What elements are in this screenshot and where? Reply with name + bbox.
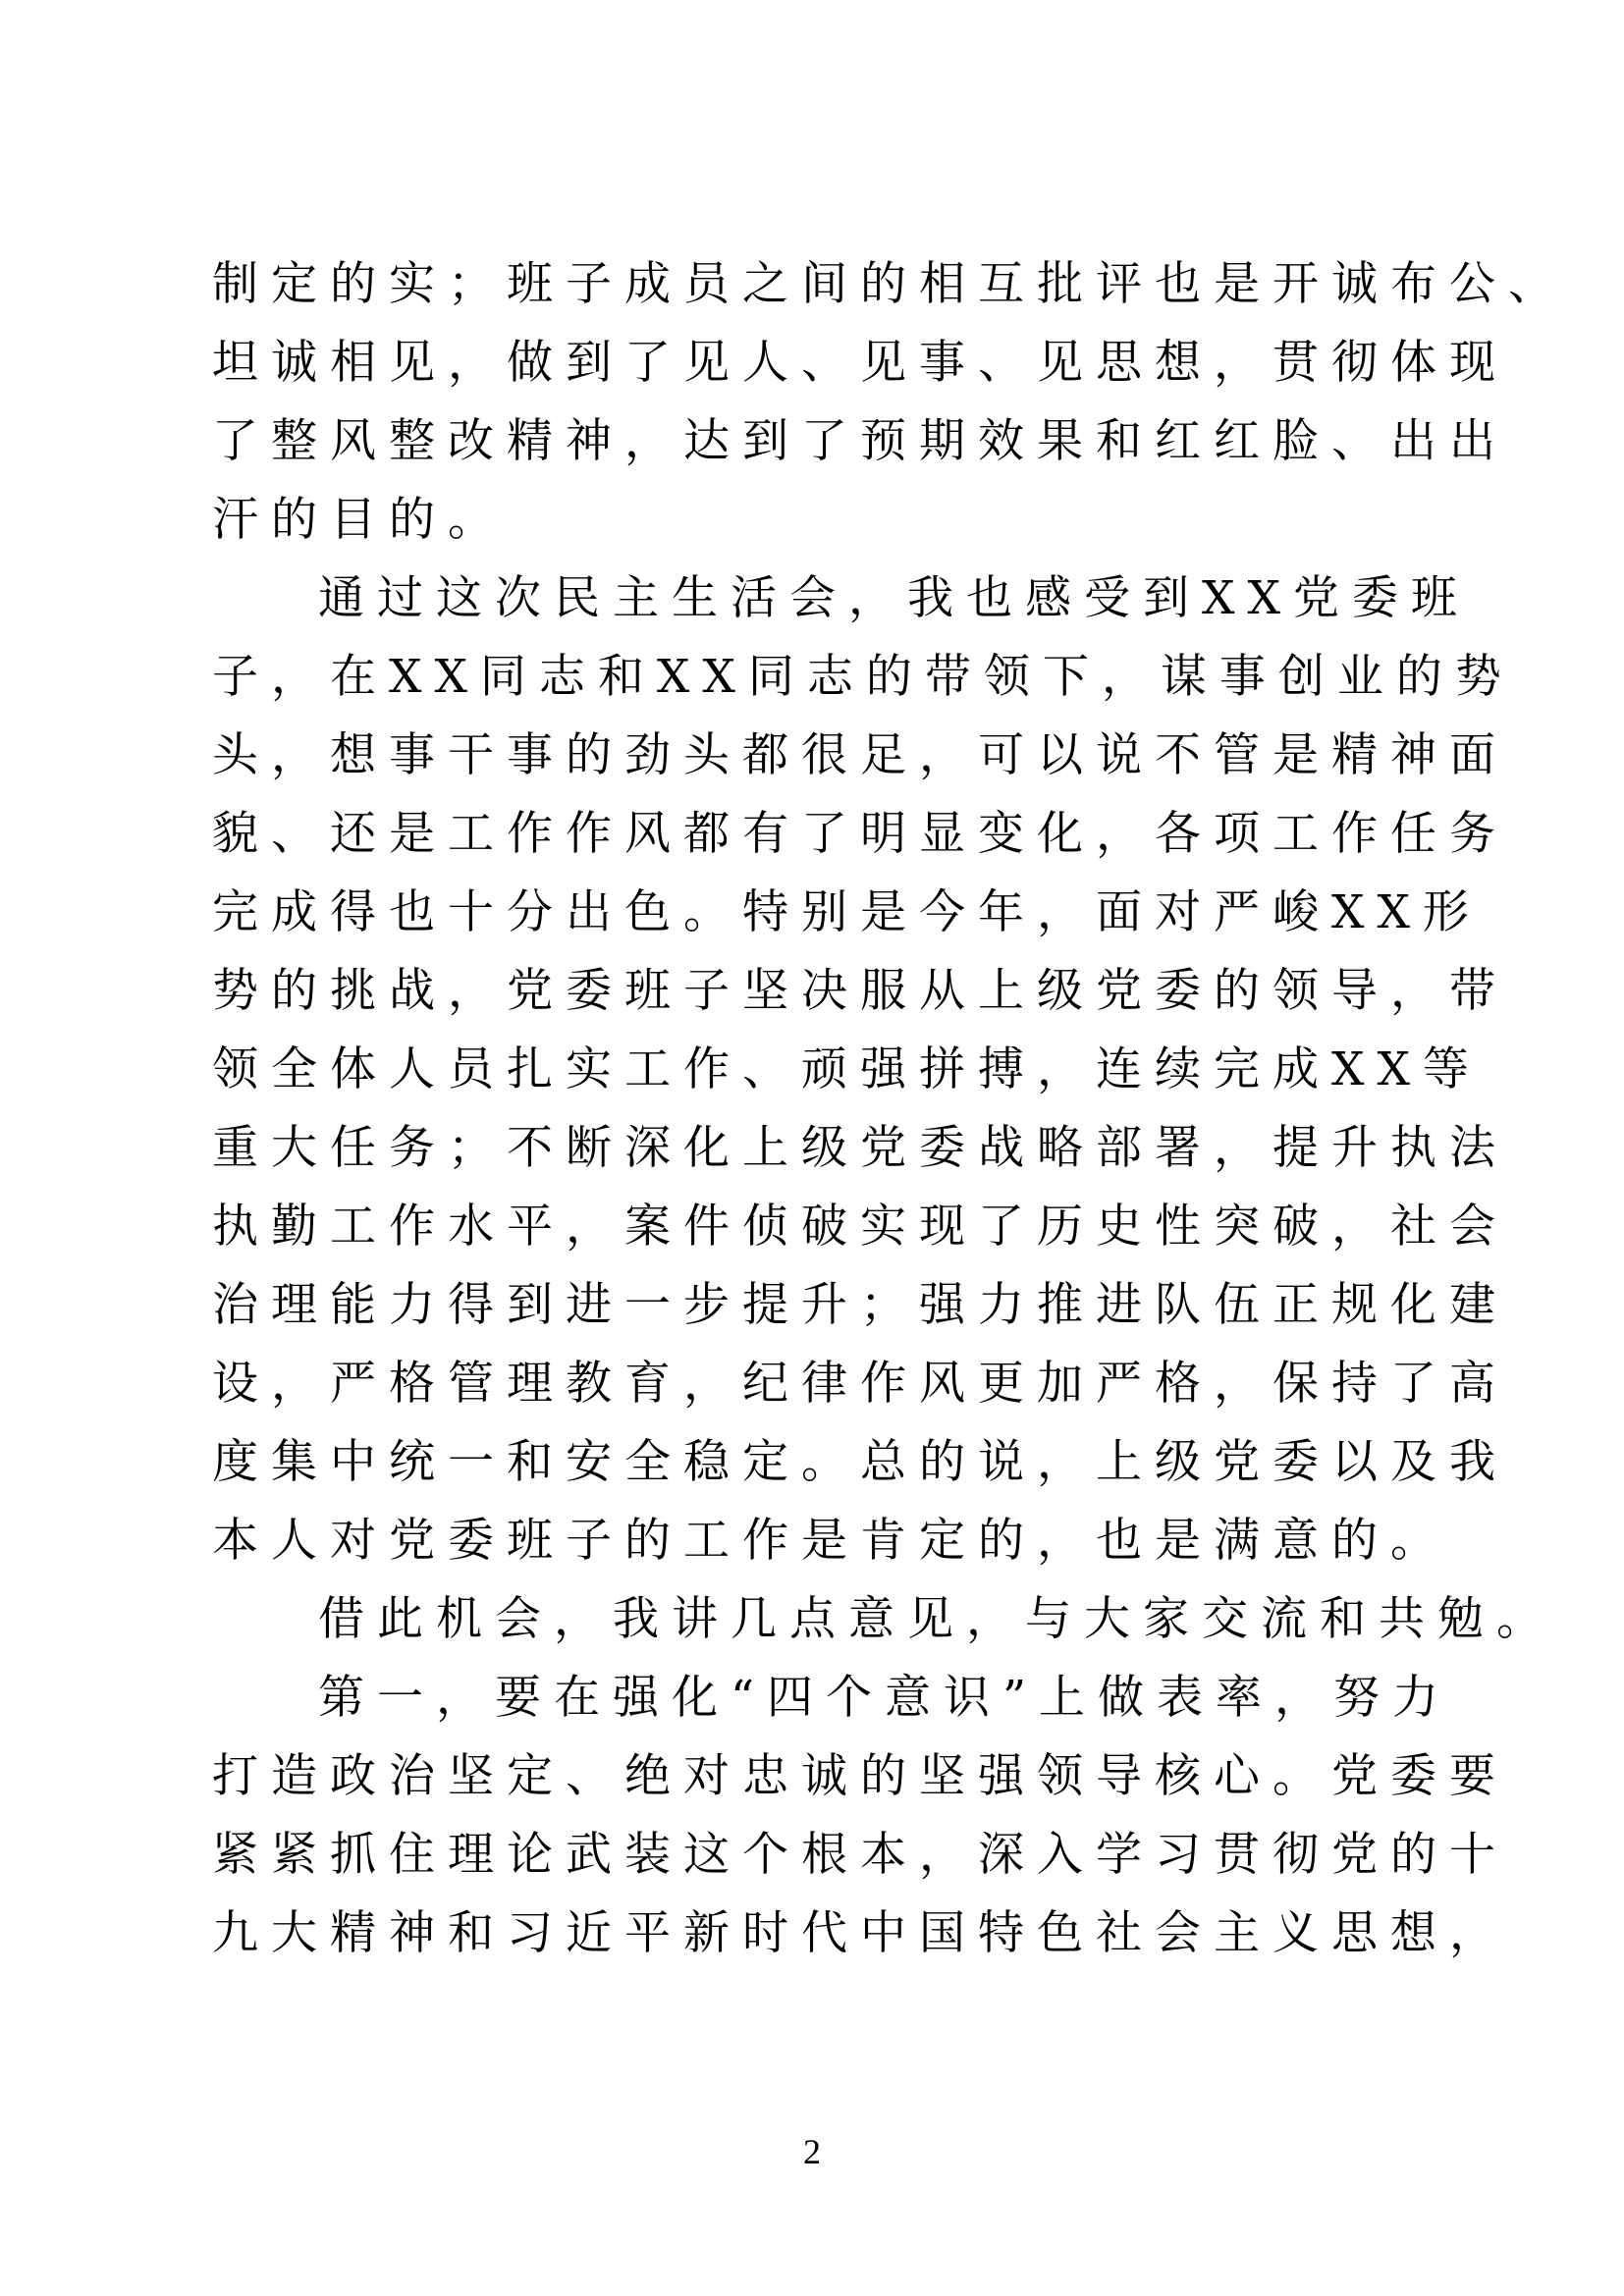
- text-line: 头，想事干事的劲头都很足，可以说不管是精神面: [212, 728, 1508, 782]
- page-number: 2: [803, 2132, 821, 2171]
- text-line: 度集中统一和安全稳定。总的说，上级党委以及我: [212, 1435, 1508, 1489]
- text-line: 执勤工作水平，案件侦破实现了历史性突破，社会: [212, 1200, 1508, 1254]
- text-line: 九大精神和习近平新时代中国特色社会主义思想，: [212, 1906, 1508, 1960]
- text-line: 貌、还是工作作风都有了明显变化，各项工作任务: [212, 807, 1508, 861]
- body-text: [212, 245, 1567, 1973]
- text-line: 汗的目的。: [212, 493, 507, 547]
- text-line: 本人对党委班子的工作是肯定的，也是满意的。: [212, 1514, 1449, 1568]
- text-line: 设，严格管理教育，纪律作风更加严格，保持了高: [212, 1357, 1508, 1411]
- paragraph-first-line: 借此机会，我讲几点意见，与大家交流和共勉。: [318, 1592, 1555, 1646]
- text-line: 治理能力得到进一步提升；强力推进队伍正规化建: [212, 1278, 1508, 1332]
- text-line: 了整风整改精神，达到了预期效果和红红脸、出出: [212, 414, 1508, 468]
- text-line: 制定的实；班子成员之间的相互批评也是开诚布公、: [212, 257, 1567, 311]
- text-line: 子，在XX同志和XX同志的带领下，谋事创业的势: [212, 650, 1514, 704]
- text-line: 紧紧抓住理论武装这个根本，深入学习贯彻党的十: [212, 1828, 1508, 1882]
- text-line: 坦诚相见，做到了见人、见事、见思想，贯彻体现: [212, 336, 1508, 390]
- paragraph-first-line: 通过这次民主生活会，我也感受到XX党委班: [318, 571, 1470, 625]
- text-line: 完成得也十分出色。特别是今年，面对严峻XX形: [212, 885, 1482, 939]
- text-line: 重大任务；不断深化上级党委战略部署，提升执法: [212, 1121, 1508, 1175]
- text-line: 势的挑战，党委班子坚决服从上级党委的领导，带: [212, 964, 1508, 1018]
- text-line: 领全体人员扎实工作、顽强拼搏，连续完成XX等: [212, 1042, 1482, 1096]
- text-line: 打造政治坚定、绝对忠诚的坚强领导核心。党委要: [212, 1749, 1508, 1803]
- paragraph-first-line: 第一，要在强化“四个意识”上做表率，努力: [318, 1671, 1452, 1725]
